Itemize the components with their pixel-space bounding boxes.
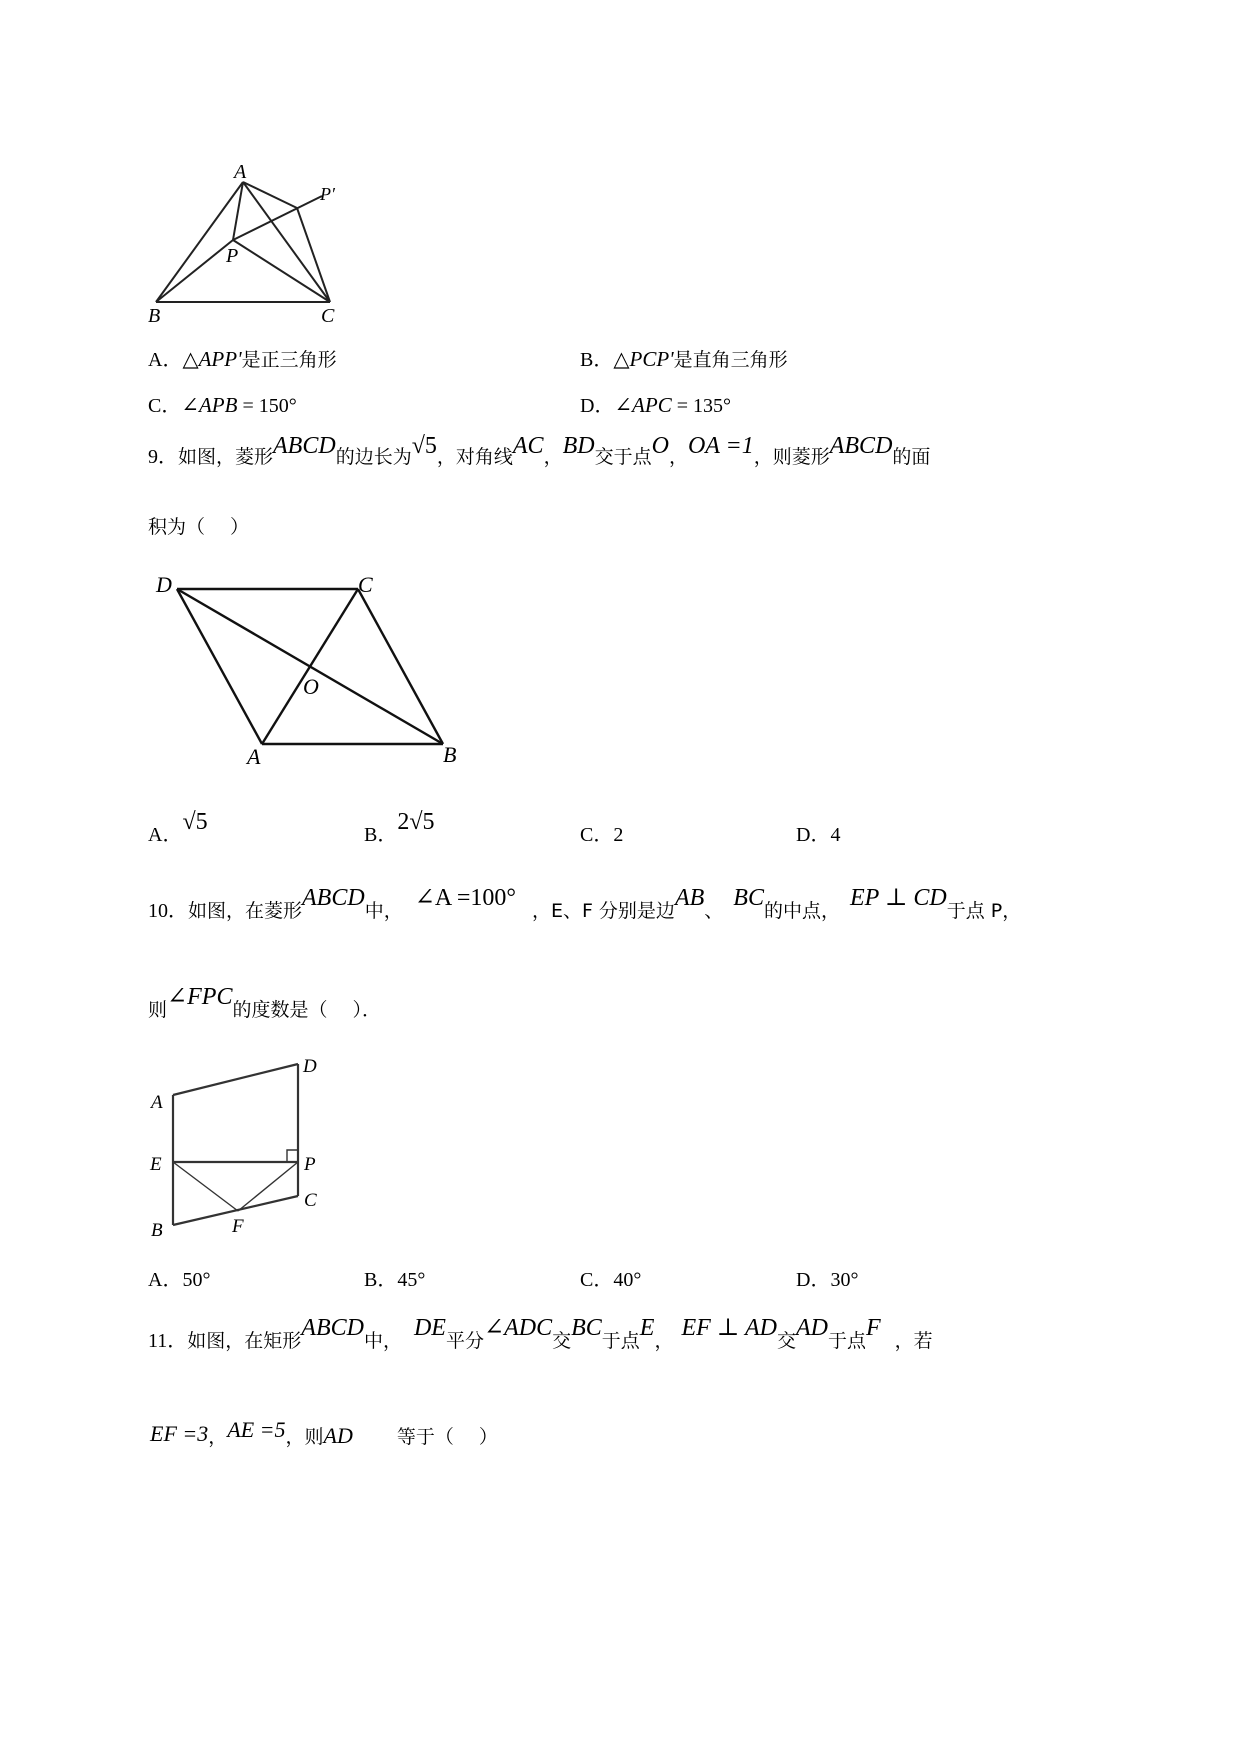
q9-label-a: A <box>247 744 261 769</box>
q8-label-a: A <box>234 161 247 183</box>
q10-option-c[interactable]: C．40° <box>580 1269 642 1291</box>
q10-stem-line2: 则∠FPC的度数是（ ）． <box>148 984 381 1021</box>
q8-option-d[interactable]: D．∠APC = 135° <box>580 393 731 417</box>
q9-label-o: O <box>303 674 319 699</box>
q8-label-pp: P′ <box>320 184 335 204</box>
q9-stem-line2: 积为（ ） <box>148 516 250 538</box>
q10-label-c: C <box>304 1190 317 1211</box>
q8-option-a[interactable]: A．△APP'是正三角形 <box>148 347 337 371</box>
q9-option-a[interactable]: A．√5 <box>148 809 208 846</box>
q8-option-b[interactable]: B．△PCP'是直角三角形 <box>580 347 788 371</box>
q9-option-d[interactable]: D．4 <box>796 824 841 846</box>
q10-option-b[interactable]: B．45° <box>364 1269 426 1291</box>
q10-label-d: D <box>303 1056 317 1077</box>
q10-label-p: P <box>304 1154 316 1175</box>
q10-label-a: A <box>151 1092 163 1113</box>
q8-label-b: B <box>148 305 161 327</box>
q9-label-c: C <box>358 572 373 597</box>
q10-label-e: E <box>150 1154 162 1175</box>
q10-option-d[interactable]: D．30° <box>796 1269 859 1291</box>
q9-stem-line1: 9．如图，菱形ABCD的边长为√5，对角线AC，BD交于点O，OA =1，则菱形ABCD的面 <box>148 433 931 468</box>
q9-option-c[interactable]: C．2 <box>580 824 624 846</box>
q9-label-d: D <box>156 572 172 597</box>
q11-stem-line2: EF =3，AE =5，则AD 等于（ ） <box>150 1417 498 1448</box>
q9-option-b[interactable]: B．2√5 <box>364 809 435 846</box>
q8-label-c: C <box>321 305 335 327</box>
q8-label-p: P <box>226 245 239 267</box>
q11-stem-line1: 11．如图，在矩形ABCD中， DE平分∠ADC交BC于点E， EF ⊥ AD交AD于点F ，若 <box>148 1315 933 1352</box>
q8-option-c[interactable]: C．∠APB = 150° <box>148 393 297 417</box>
q10-label-f: F <box>232 1216 244 1237</box>
q10-option-a[interactable]: A．50° <box>148 1269 211 1291</box>
q9-label-b: B <box>443 742 457 767</box>
q10-label-b: B <box>151 1220 163 1241</box>
q10-stem-line1: 10．如图，在菱形ABCD中， ∠A =100° ，E、F 分别是边AB、 BC的中点， EP ⊥ CD于点 P， <box>148 885 1022 922</box>
